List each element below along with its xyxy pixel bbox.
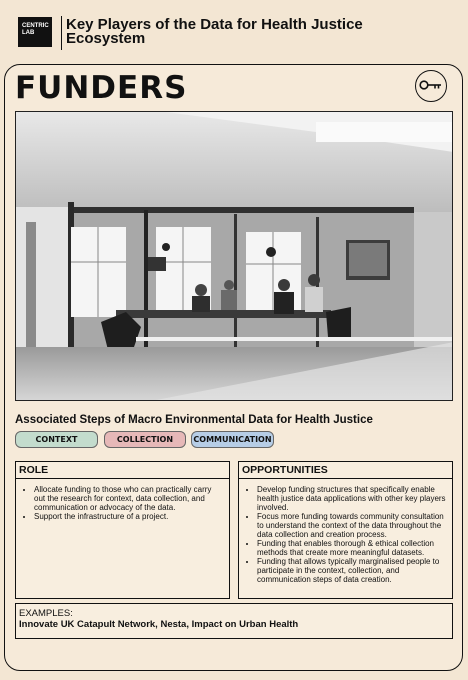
step-context-tag: CONTEXT bbox=[15, 431, 98, 448]
examples-box bbox=[15, 603, 453, 639]
centric-lab-logo bbox=[18, 17, 52, 47]
key-icon bbox=[419, 79, 443, 91]
opportunities-box bbox=[238, 461, 453, 599]
page-title: Key Players of the Data for Health Justice Ecosystem bbox=[66, 16, 363, 47]
logo-line-1: CENTRIC bbox=[22, 23, 49, 29]
opportunity-item: • Funding that allows typically marginalised people to participate in the context, collection, and communication steps of data creation. bbox=[257, 557, 446, 584]
card-title: FUNDERS bbox=[15, 70, 188, 106]
meeting-room-illustration bbox=[16, 112, 453, 401]
examples-text: Innovate UK Catapult Network, Nesta, Impact on Urban Health bbox=[19, 619, 299, 630]
role-heading: ROLE bbox=[16, 462, 229, 479]
header bbox=[18, 14, 458, 52]
key-icon-badge bbox=[415, 70, 447, 102]
opportunities-heading: OPPORTUNITIES bbox=[239, 462, 452, 479]
examples-label: EXAMPLES: bbox=[19, 608, 73, 619]
opportunity-item: • Funding that enables thorough & ethical collection methods that create more meaningful datasets. bbox=[257, 539, 446, 557]
header-divider bbox=[61, 16, 62, 50]
logo-line-2: LAB bbox=[22, 30, 35, 36]
role-list bbox=[16, 485, 229, 521]
meeting-room-photo bbox=[15, 111, 453, 401]
role-item: • Support the infrastructure of a project. bbox=[34, 512, 223, 521]
role-box bbox=[15, 461, 230, 599]
step-collection-tag: COLLECTION bbox=[104, 431, 186, 448]
opportunity-item: • Focus more funding towards community consultation to understand the context of the data throughout the data collection and creation process. bbox=[257, 512, 446, 539]
opportunities-list bbox=[239, 485, 452, 584]
opportunity-item: • Develop funding structures that specifically enable health justice data applications with other key players involved. bbox=[257, 485, 446, 512]
role-item: • Allocate funding to those who can practically carry out the research for context, data collection, and communication or advocacy of the data. bbox=[34, 485, 223, 512]
step-communication-tag: COMMUNICATION bbox=[191, 431, 274, 448]
steps-heading: Associated Steps of Macro Environmental Data for Health Justice bbox=[15, 414, 373, 426]
